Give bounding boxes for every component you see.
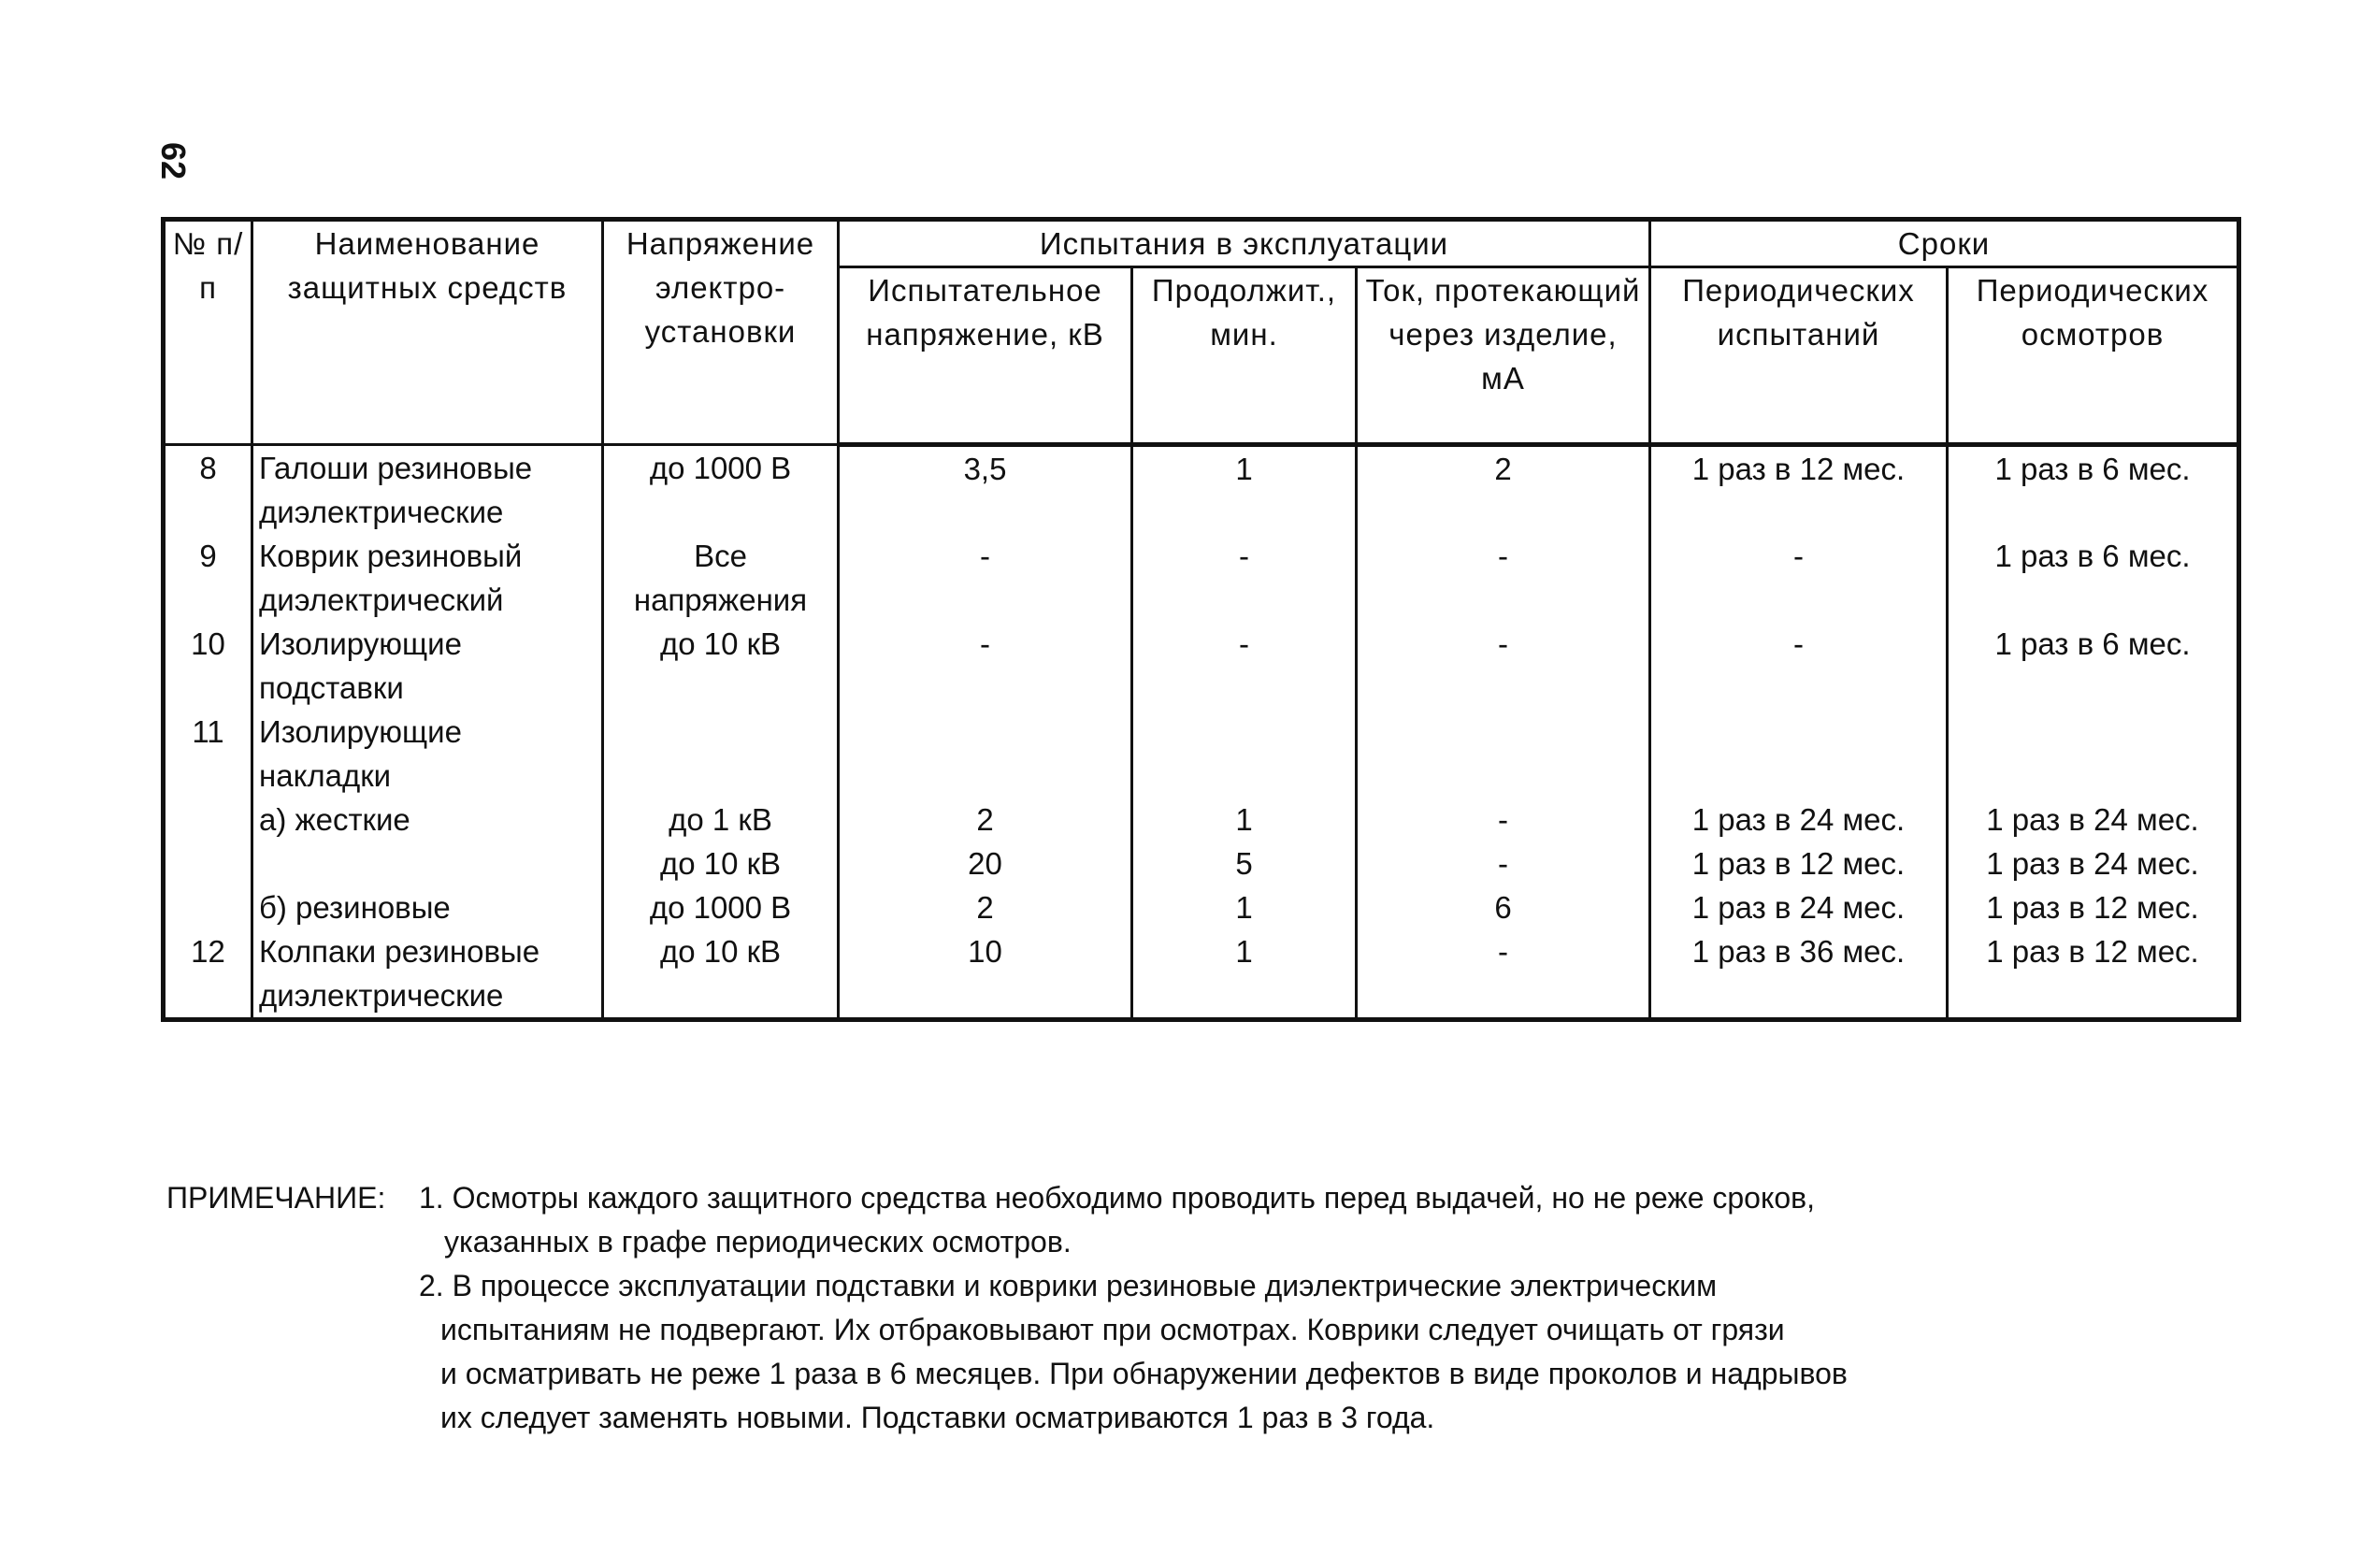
cell-periodic-inspections: 1 раз в 6 мес. [1948,534,2239,622]
cell-name: б) резиновые [252,885,603,929]
cell-periodic-tests: 1 раз в 12 мес. [1650,842,1948,885]
header-periodic-tests: Периодических испытаний [1650,267,1948,445]
table-row [164,929,2239,1020]
cell-current: - [1357,534,1650,622]
cell-voltage: до 1000 В [603,445,839,535]
cell-current: - [1357,798,1650,842]
note-item-2-line-4: их следует заменять новыми. Подставки осматриваются 1 раз в 3 года. [440,1401,1435,1434]
note-item-1-line-1 [166,1176,2317,1220]
cell-voltage: до 1 кВ [603,798,839,842]
cell-periodic-tests: 1 раз в 24 мес. [1650,885,1948,929]
cell-periodic-inspections: 1 раз в 12 мес. [1948,929,2239,1020]
cell-current: - [1357,842,1650,885]
cell-periodic-inspections: 1 раз в 24 мес. [1948,842,2239,885]
cell-duration: 1 [1132,885,1357,929]
cell-duration: 1 [1132,929,1357,1020]
protective-equipment-table [161,217,2241,1022]
table-row [164,885,2239,929]
note-item-2-line-2: испытаниям не подвергают. Их отбраковывают при осмотрах. Коврики следует очищать от грязи [440,1313,1785,1346]
header-num: № п/п [164,220,252,445]
cell-num: 9 [164,534,252,622]
cell-periodic-inspections: 1 раз в 12 мес. [1948,885,2239,929]
cell-current: - [1357,622,1650,710]
cell-voltage: до 1000 В [603,885,839,929]
cell-periodic-tests: 1 раз в 36 мес. [1650,929,1948,1020]
cell-voltage: до 10 кВ [603,842,839,885]
cell-test-voltage: - [839,534,1132,622]
cell-current: - [1357,929,1650,1020]
cell-periodic-inspections: 1 раз в 6 мес. [1948,622,2239,710]
cell-voltage: Все напряжения [603,534,839,622]
footnote [166,1176,2317,1440]
cell-duration: 5 [1132,842,1357,885]
cell-current: 6 [1357,885,1650,929]
cell-duration: - [1132,622,1357,710]
table-row [164,622,2239,710]
cell-name: Изолирующие подставки [252,622,603,710]
cell-periodic-tests: 1 раз в 12 мес. [1650,445,1948,535]
note-item-2-line-3: и осматривать не реже 1 раза в 6 месяцев. При обнаружении дефектов в виде проколов и надрывов [440,1357,1848,1390]
header-current: Ток, протекающий через изделие, мА [1357,267,1650,445]
cell-current: 2 [1357,445,1650,535]
cell-name: Галоши резиновые диэлектрические [252,445,603,535]
note-item-1-line-2: указанных в графе периодических осмотров. [444,1225,1072,1259]
header-periodic-inspections: Периодических осмотров [1948,267,2239,445]
header-terms-group: Сроки [1650,220,2239,267]
cell-num [164,842,252,885]
cell-periodic-inspections: 1 раз в 6 мес. [1948,445,2239,535]
table-row [164,842,2239,885]
cell-test-voltage: 3,5 [839,445,1132,535]
cell-test-voltage: 20 [839,842,1132,885]
note-item-2-line-1: 2. В процессе эксплуатации подставки и коврики резиновые диэлектрические электрическим [419,1269,1718,1302]
cell-name: Колпаки резиновые диэлектрические [252,929,603,1020]
page-number: 62 [154,142,193,180]
cell-periodic-inspections [1948,710,2239,798]
cell-periodic-tests: - [1650,622,1948,710]
header-voltage: Напряжение электро-установки [603,220,839,445]
cell-test-voltage: - [839,622,1132,710]
cell-test-voltage: 2 [839,885,1132,929]
cell-duration: 1 [1132,445,1357,535]
header-name: Наименование защитных средств [252,220,603,445]
cell-voltage: до 10 кВ [603,929,839,1020]
cell-num [164,798,252,842]
cell-periodic-tests: - [1650,534,1948,622]
cell-current [1357,710,1650,798]
cell-test-voltage: 10 [839,929,1132,1020]
cell-duration: 1 [1132,798,1357,842]
cell-voltage [603,710,839,798]
header-tests-group: Испытания в эксплуатации [839,220,1650,267]
cell-num: 12 [164,929,252,1020]
table-row [164,534,2239,622]
cell-duration [1132,710,1357,798]
cell-periodic-inspections: 1 раз в 24 мес. [1948,798,2239,842]
cell-test-voltage: 2 [839,798,1132,842]
cell-num: 10 [164,622,252,710]
cell-voltage: до 10 кВ [603,622,839,710]
cell-duration: - [1132,534,1357,622]
cell-test-voltage [839,710,1132,798]
cell-periodic-tests: 1 раз в 24 мес. [1650,798,1948,842]
cell-name: а) жесткие [252,798,603,842]
cell-num: 8 [164,445,252,535]
cell-num [164,885,252,929]
header-test-voltage: Испытательное напряжение, кВ [839,267,1132,445]
cell-name: Изолирующие накладки [252,710,603,798]
cell-periodic-tests [1650,710,1948,798]
cell-name: Коврик резиновый диэлектрический [252,534,603,622]
table-row [164,710,2239,798]
cell-num: 11 [164,710,252,798]
table-row [164,798,2239,842]
header-duration: Продолжит., мин. [1132,267,1357,445]
cell-name [252,842,603,885]
table-row [164,445,2239,535]
note-item-1-text: 1. Осмотры каждого защитного средства необходимо проводить перед выдачей, но не реже сроков, [419,1181,1816,1215]
note-label: ПРИМЕЧАНИЕ: [166,1181,386,1215]
